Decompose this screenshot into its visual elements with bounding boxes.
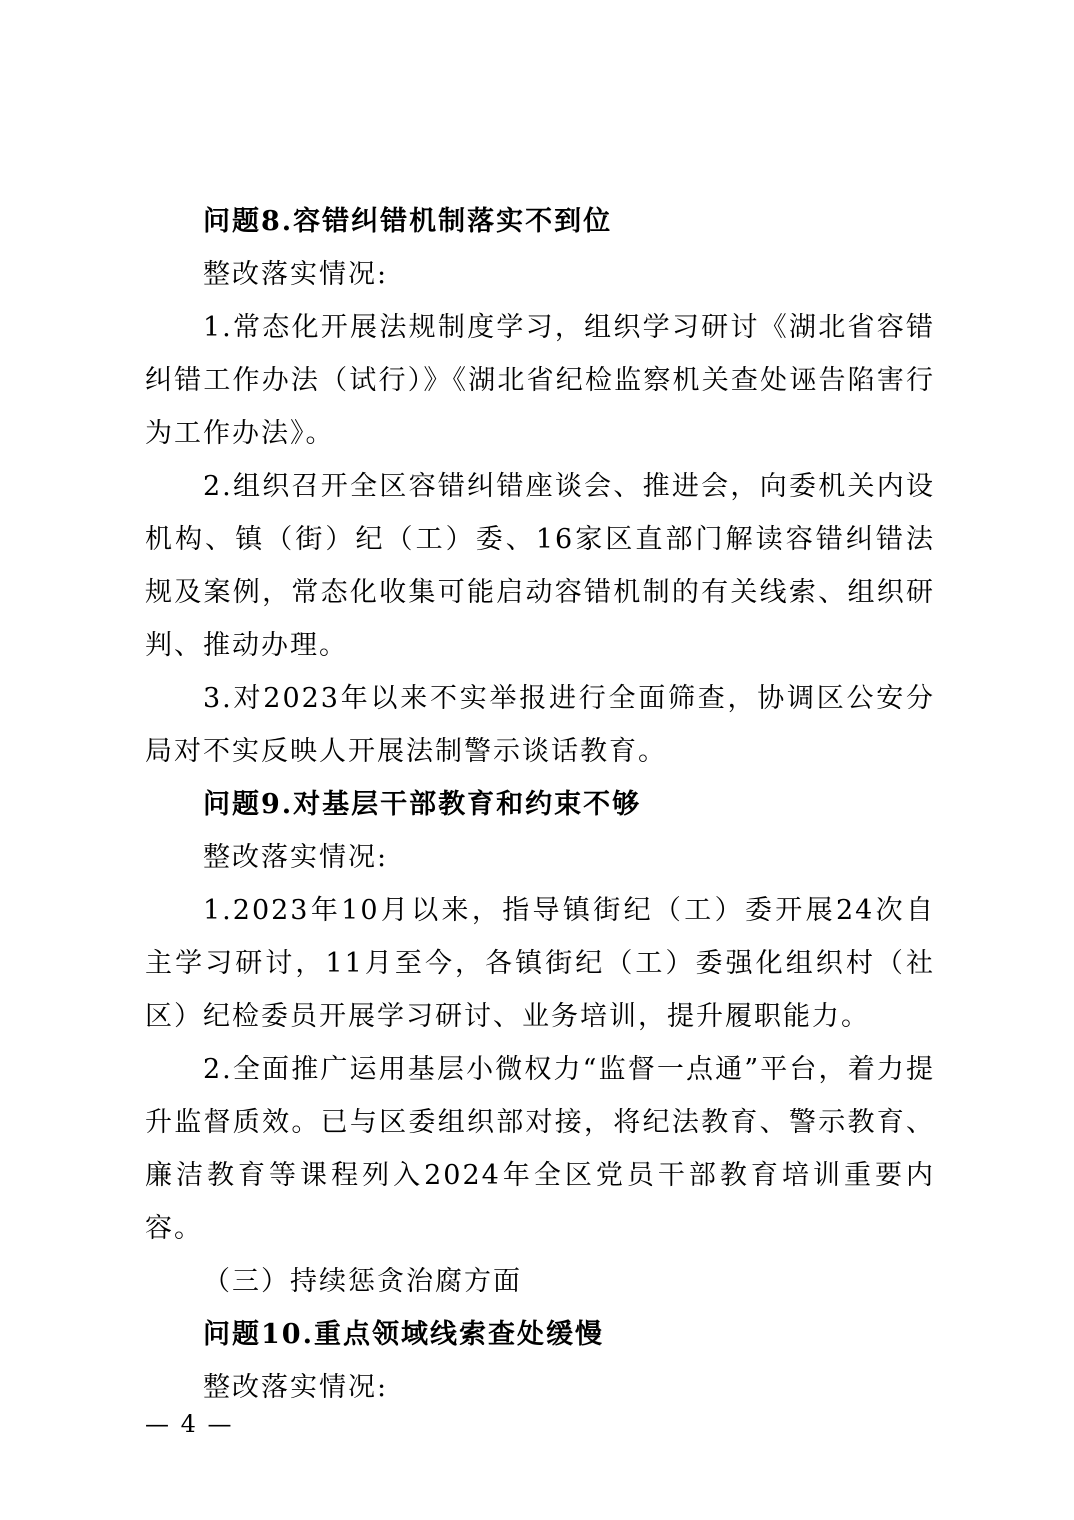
problem-8-heading: 问题8.容错纠错机制落实不到位 [203,206,613,237]
problem-10-heading: 问题10.重点领域线索查处缓慢 [203,1319,604,1350]
body-paragraph: 1.2023年10月以来，指导镇街纪（工）委开展24次自主学习研讨，11月至今，各镇街纪（工）委强化组织村（社区）纪检委员开展学习研讨、业务培训，提升履职能力。 [145,895,935,1032]
document-body [145,195,935,1414]
body-paragraph: 3.对2023年以来不实举报进行全面筛查，协调区公安分局对不实反映人开展法制警示谈话教育。 [145,683,935,767]
rectification-label: 整改落实情况: [203,259,389,290]
rectification-label: 整改落实情况: [203,1372,389,1403]
page-number: — 4 — [145,1410,234,1438]
body-paragraph: 1.常态化开展法规制度学习，组织学习研讨《湖北省容错纠错工作办法（试行）》《湖北省纪检监察机关查处诬告陷害行为工作办法》。 [145,312,935,449]
body-paragraph: 2.全面推广运用基层小微权力“监督一点通”平台，着力提升监督质效。已与区委组织部对接，将纪法教育、警示教育、廉洁教育等课程列入2024年全区党员干部教育培训重要内容。 [145,1054,935,1244]
problem-9-heading: 问题9.对基层干部教育和约束不够 [203,789,642,820]
body-paragraph: 2.组织召开全区容错纠错座谈会、推进会，向委机关内设机构、镇（街）纪（工）委、16家区直部门解读容错纠错法规及案例，常态化收集可能启动容错机制的有关线索、组织研判、推动办理。 [145,471,935,661]
section-subheading: （三）持续惩贪治腐方面 [203,1266,522,1297]
rectification-label: 整改落实情况: [203,842,389,873]
